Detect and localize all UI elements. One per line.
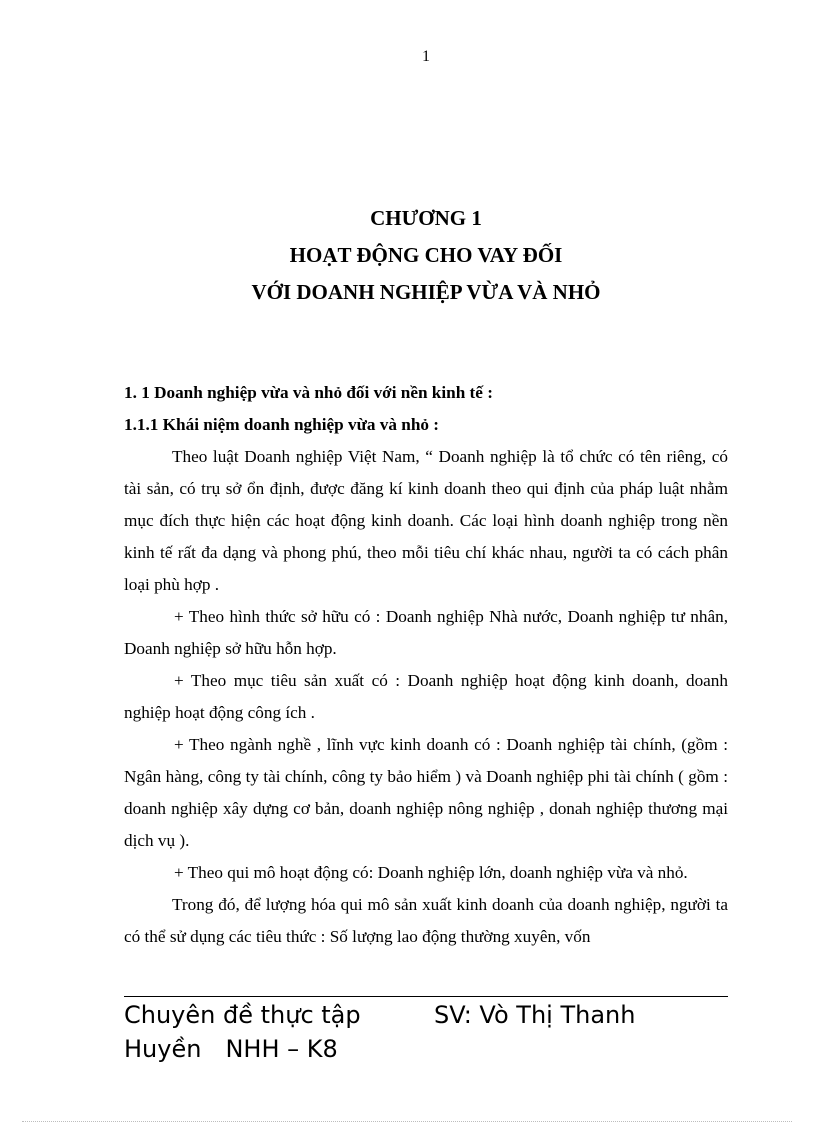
footer-divider (124, 996, 728, 997)
section-heading: 1. 1 Doanh nghiệp vừa và nhỏ đối với nền kinh tế : (124, 383, 493, 402)
footer-student-name: SV: Vò Thị Thanh (434, 1001, 636, 1029)
footer-class-code: NHH – K8 (225, 1035, 338, 1063)
chapter-number: CHƯƠNG 1 (370, 206, 482, 230)
paragraph-ownership: + Theo hình thức sở hữu có : Doanh nghiệp Nhà nước, Doanh nghiệp tư nhân, Doanh nghiệp sở hữu hỗn hợp. (124, 607, 728, 658)
paragraph-production-goal: + Theo mục tiêu sản xuất có : Doanh nghiệp hoạt động kinh doanh, doanh nghiệp hoạt động công ích . (124, 671, 728, 722)
paragraph-industry: + Theo ngành nghề , lĩnh vực kinh doanh có : Doanh nghiệp tài chính, (gồm : Ngân hàng, công ty tài chính, công ty bảo hiểm ) và Doanh nghiệp phi tài chính ( gồm : doanh nghiệp xây dựng cơ bản, doanh nghiệp nông nghiệp , donah nghiệp thương mại dịch vụ ). (124, 735, 728, 850)
chapter-title (0, 200, 816, 311)
body-content (124, 377, 728, 953)
page-number: 1 (422, 48, 430, 65)
subsection-heading: 1.1.1 Khái niệm doanh nghiệp vừa và nhỏ : (124, 415, 439, 434)
footer-course: Chuyên đề thực tập (124, 1001, 361, 1029)
chapter-title-line-2: VỚI DOANH NGHIỆP VỪA VÀ NHỎ (251, 280, 601, 304)
paragraph-scale: + Theo qui mô hoạt động có: Doanh nghiệp lớn, doanh nghiệp vừa và nhỏ. (174, 863, 688, 882)
page-bottom-dotted-line (22, 1121, 792, 1122)
footer-student-name-end: Huyền (124, 1035, 202, 1063)
paragraph-definition: Theo luật Doanh nghiệp Việt Nam, “ Doanh nghiệp là tổ chức có tên riêng, có tài sản, có trụ sở ổn định, được đăng kí kinh doanh theo qui định của pháp luật nhằm mục đích thực hiện các hoạt động kinh doanh. Các loại hình doanh nghiệp trong nền kinh tế rất đa dạng và phong phú, theo mỗi tiêu chí khác nhau, người ta có cách phân loại phù hợp . (124, 447, 728, 594)
chapter-title-line-1: HOẠT ĐỘNG CHO VAY ĐỐI (289, 243, 563, 267)
page-footer (124, 998, 728, 1066)
paragraph-quantification: Trong đó, để lượng hóa qui mô sản xuất kinh doanh của doanh nghiệp, người ta có thể sử dụng các tiêu thức : Số lượng lao động thường xuyên, vốn (124, 895, 728, 946)
